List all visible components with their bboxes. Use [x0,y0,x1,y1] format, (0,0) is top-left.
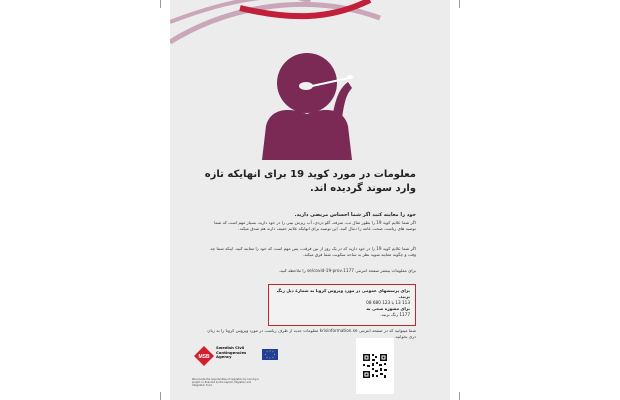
page-margin-left [0,0,170,400]
crop-mark [459,0,460,8]
qr-code-panel [356,338,394,394]
msb-logo-text: MSB [198,354,210,360]
section-heading: خود را معاینه کنید اگر شما احساس مریضی دارید. [294,212,416,218]
page-margin-right [450,0,620,400]
qr-code-icon [356,338,394,394]
crop-mark [160,0,161,8]
contact-line-health: برای مشوره صحی به [366,306,410,311]
msb-fund-note: We provide the opportunities of regulation by running a project co-financed by the Asylum, Migration and Integration Fund [192,378,259,387]
paragraph-testing: اگر شما علایم کوید 19 را در خود دارید که در یک روز از بین فرقت، پس مهم است که خود را معاینه کنید. اینکه شما چه وقت و چگونه معاینه شوید نظر به ساحه سکونت شما فرق میکند. [210,246,416,257]
contact-phone-numbers: 113 13 یا 123 680 08 [366,300,410,305]
contact-box [268,284,416,326]
person-swab-icon [252,48,382,160]
poster-title: معلومات در مورد کوید 19 برای انهایکه تازه وارد سوند گردیده اند. [204,169,416,194]
paragraph-krisinformation: شما میتوانید که در صفحه انترنتی krisinformation.se معلومات جدید از طرف ریاست در مورد ویروس کرونا را به زبان دری بخوانید. [207,328,416,339]
eu-flag-icon [262,349,278,360]
contact-phone-1177: 1177 زنگ بزنید. [380,312,410,317]
poster [170,0,450,400]
paragraph-more-info: برای معلومات بیشتر صفحه انترنتی 1177.se/covid-19-prov را ملاحظه کنید. [278,268,416,273]
msb-agency-name: Swedish Civil Contingencies Agency [216,345,247,360]
crop-mark [160,392,161,400]
crop-mark [459,392,460,400]
contact-line-general: برای پرسشهای عمومی در مورد ویروس کرونا به شمارهٔ ذیل زنگ بزنید. [276,288,410,299]
paragraph-symptoms: اگر شما علایم کوید 19 را بطور مثال تب، سرفه، گلو دردی، آب ریزش بینی را در خود دارید، بسیار مهم است که شما توصیه های ریاست صحت عامه را دنبال کنید. این توصیه برای انهایکه علایم خفیف دارند هم صدق میکند. [214,220,416,231]
